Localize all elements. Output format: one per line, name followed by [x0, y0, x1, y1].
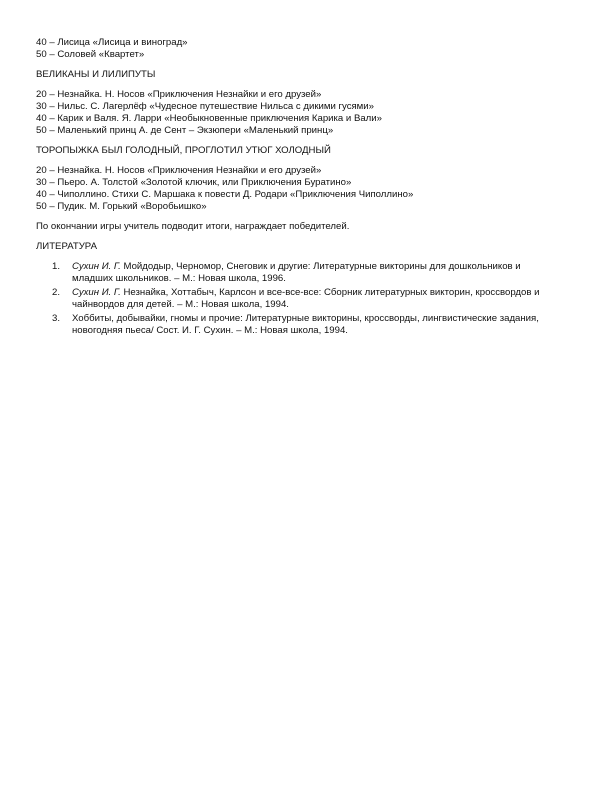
reference-item: [36, 261, 576, 285]
reference-number: 2.: [52, 287, 61, 298]
reference-number: 3.: [52, 313, 61, 324]
reference-text: Хоббиты, добывайки, гномы и прочие: Литературные викторины, кроссворды, лингвистические задания,: [72, 313, 539, 324]
list-item: 50 – Пудик. М. Горький «Воробьишко»: [36, 201, 207, 212]
reference-author: Сухин И. Г.: [72, 261, 121, 272]
reference-text: Незнайка, Хоттабыч, Карлсон и все-все-все: Сборник литературных викторин, кроссвордов и: [120, 287, 540, 298]
literature-heading: ЛИТЕРАТУРА: [36, 241, 97, 252]
reference-author: Сухин И. Г.: [72, 287, 121, 298]
reference-item: [36, 313, 576, 337]
reference-item: [36, 287, 576, 311]
closing-paragraph: По окончании игры учитель подводит итоги, награждает победителей.: [36, 221, 350, 232]
intro-line: 40 – Лисица «Лисица и виноград»: [36, 37, 188, 48]
list-item: 40 – Чиполлино. Стихи С. Маршака к повести Д. Родари «Приключения Чиполлино»: [36, 189, 414, 200]
list-item: 50 – Маленький принц А. де Сент – Экзюпери «Маленький принц»: [36, 125, 334, 136]
reference-text-cont: младших школьников. – М.: Новая школа, 1996.: [72, 273, 286, 284]
list-item: 20 – Незнайка. Н. Носов «Приключения Незнайки и его друзей»: [36, 165, 322, 176]
intro-line: 50 – Соловей «Квартет»: [36, 49, 145, 60]
document-content: [36, 37, 576, 339]
reference-text-cont: новогодняя пьеса/ Сост. И. Г. Сухин. – М.: Новая школа, 1994.: [72, 325, 348, 336]
reference-text-cont: чайнвордов для детей. – М.: Новая школа, 1994.: [72, 299, 289, 310]
section-heading-giants: ВЕЛИКАНЫ И ЛИЛИПУТЫ: [36, 69, 156, 80]
reference-text: Мойдодыр, Черномор, Снеговик и другие: Литературные викторины для дошкольников и: [120, 261, 521, 272]
list-item: 30 – Пьеро. А. Толстой «Золотой ключик, или Приключения Буратино»: [36, 177, 352, 188]
section-toropyzhka-list: [36, 165, 576, 213]
literature-list: [36, 261, 576, 337]
list-item: 30 – Нильс. С. Лагерлёф «Чудесное путешествие Нильса с дикими гусями»: [36, 101, 374, 112]
list-item: 40 – Карик и Валя. Я. Ларри «Необыкновенные приключения Карика и Вали»: [36, 113, 382, 124]
reference-number: 1.: [52, 261, 61, 272]
intro-list: [36, 37, 576, 61]
list-item: 20 – Незнайка. Н. Носов «Приключения Незнайки и его друзей»: [36, 89, 322, 100]
section-giants-list: [36, 89, 576, 137]
section-heading-toropyzhka: ТОРОПЫЖКА БЫЛ ГОЛОДНЫЙ, ПРОГЛОТИЛ УТЮГ ХОЛОДНЫЙ: [36, 145, 331, 156]
